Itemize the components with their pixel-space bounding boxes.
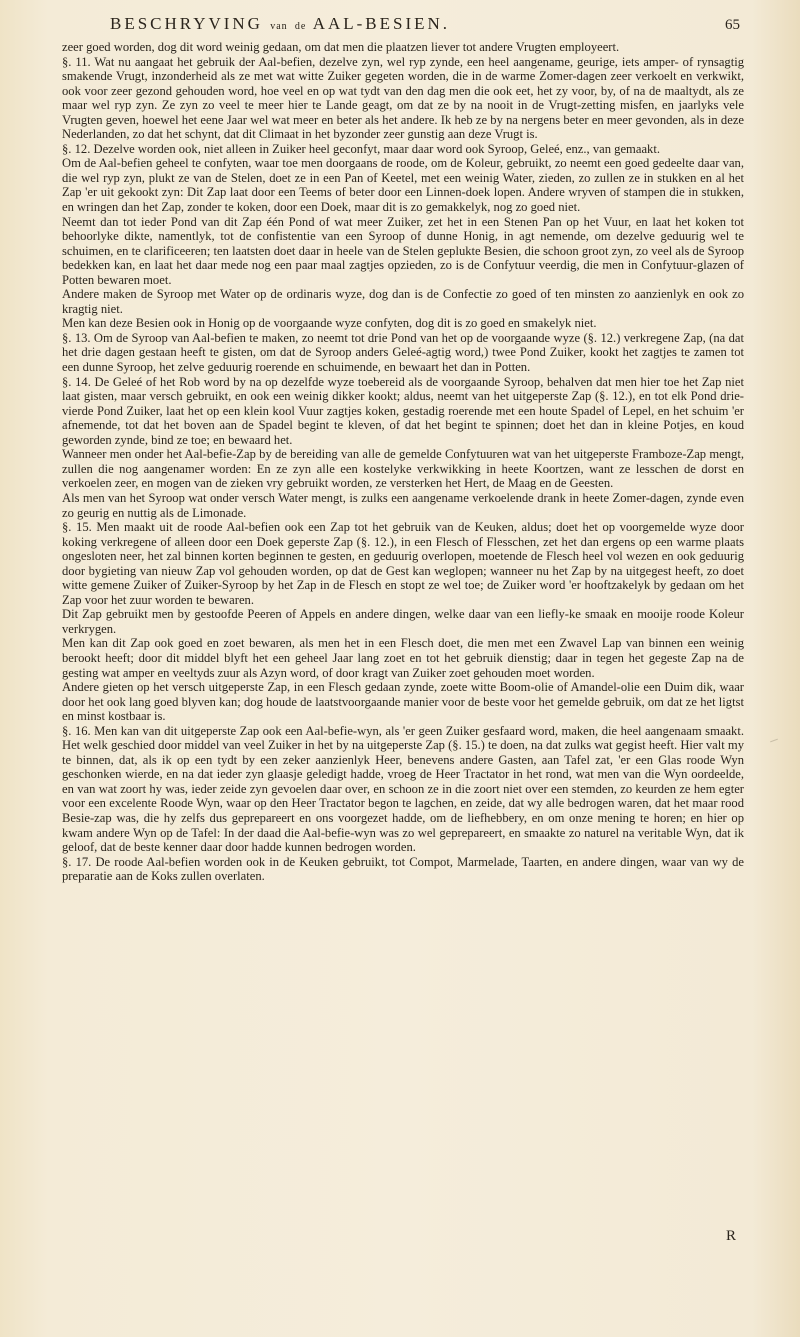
paragraph: §. 11. Wat nu aangaat het gebruik der Aal-befien, dezelve zyn, wel ryp zynde, een heel aangename, geurige, iets amper- of rynsagtig smakende Vrugt, inzonderheid als ze met wat witte Zuiker gegeten worden, die in de warme Zomer-dagen zeer verkoelt en verkwikt, ook voor zeer gezond gehouden word, hoe veel en op wat tydt van den dag men die ook eet, het zy voor, by, of na de maaltydt, als ze maar wel ryp zyn. Ze zyn zo veel te meer hier te Lande geagt, om dat ze by na nooit in de Vrugt-zetting misfen, en jaarlyks vele Vrugten geven, hoewel het eene Jaar wel wat meer en beter als het andere. Ik heb ze by na nergens beter en meer gevonden, als in deze Nederlanden, zo dat het schynt, dat dit Climaat in het byzonder zeer gunstig aan deze Vrugt is. bbox=[62, 54, 744, 142]
header-left: BESCHRYVING bbox=[110, 14, 263, 33]
paragraph: §. 15. Men maakt uit de roode Aal-befien ook een Zap tot het gebruik van de Keuken, aldus; doet het op voorgemelde wyze door koking verkregene of alleen door een Doek geperste Zap (§. 12.), in een Flesch of Flesschen, zet het dan ergens op een warme plaats ongesloten neer, het zal binnen korten beginnen te gesten, en geduurig overlopen, moetende de Flesch heel vol wezen en ook geduurig door bygieting van nieuw Zap vol gehouden worden, op dat de Gest kan weglopen; wanneer nu het Zap by na uitgegest heeft, zo doet witte gemene Zuiker of Zuiker-Syroop by het Zap in de Flesch en stopt ze wel toe; de Zuiker word 'er hooftzakelyk by gedaan om het Zap voor het zuur worden te bewaren. bbox=[62, 520, 744, 607]
header-van: van bbox=[270, 21, 288, 32]
running-header bbox=[110, 14, 744, 34]
catchword: R bbox=[725, 1228, 736, 1244]
paragraph: Als men van het Syroop wat onder versch Water mengt, is zulks een aangename verkoelende drank in heete Zomer-dagen, zynde even zo geurig en nuttig als de Limonade. bbox=[62, 490, 744, 520]
paragraph: Dit Zap gebruikt men by gestoofde Peeren of Appels en andere dingen, welke daar van een liefly-ke smaak en mooije roode Koleur verkrygen. bbox=[62, 607, 744, 636]
paragraph: Neemt dan tot ieder Pond van dit Zap één Pond of wat meer Zuiker, zet het in een Stenen Pan op het Vuur, en laat het koken tot behoorlyke dikte, namentlyk, tot de confistentie van een Syroop of dunne Honig, in agt nemende, om dezelve geduurig wel te schuimen, en te clarificeeren; ten laatsten doet daar in heele van de Stelen geplukte Besien, die schoon groot zyn, zo veel als de Syroop bedekken kan, en laat het daar mede nog een paar maal zagtjes opzieden, zo is de Confytuur veerdig, die men in Confytuur-glazen of Potten bewaren moet. bbox=[62, 214, 744, 287]
paragraph: zeer goed worden, dog dit word weinig gedaan, om dat men die plaatzen liever tot andere Vrugten employeert. bbox=[62, 40, 620, 54]
body-text bbox=[62, 40, 744, 884]
paragraph: §. 12. Dezelve worden ook, niet alleen in Zuiker heel geconfyt, maar daar word ook Syroop, Geleé, enz., van gemaakt. bbox=[62, 141, 660, 156]
page-number: 65 bbox=[725, 17, 740, 33]
paragraph: §. 16. Men kan van dit uitgeperste Zap ook een Aal-befie-wyn, als 'er geen Zuiker gesfaard word, maken, die heel aangenaam smaakt. Het welk geschied door middel van veel Zuiker in het by na uitgeperste Zap (§. 15.) te doen, na dat zulks wat gegist heeft. Hier valt my te binnen, dat, als ik op een tydt by een zeker aanzienlyk Heer, benevens andere Gasten, aan Tafel zat, 'er een Glas roode Wyn geschonken wierde, en na dat ieder zyn glaasje geledigt hadde, vroeg de Heer Tractator in het rond, wat men van die Wyn oordeelde, en van wat zoort hy was, ieder zeide zyn gevoelen daar over, en schoon ze in die zoort niet over een stemden, zo keurden ze hem egter voor een excelente Roode Wyn, waar op den Heer Tractator begon te lagchen, en zeide, dat wy alle bedrogen waren, dat het maar rood Besie-zap was, die hy zelfs dus geprepareert en ons voorgezet hadde, om de liefhebbery, en om onze mening te horen; en hier op kwam andere Wyn op de Tafel: In der daad die Aal-befie-wyn was zo wel geprepareert, en smaakte zo naturel na veritable Wyn, dat ik geloof, dat de beste kenner daar door hadde kunnen bedrogen worden. bbox=[62, 723, 744, 855]
paragraph: §. 14. De Geleé of het Rob word by na op dezelfde wyze toebereid als de voorgaande Syroop, behalven dat men hier toe het Zap niet laat gisten, maar versch gebruikt, en ook een weinig dikker kookt; aldus, neemt van het uitgeperste Zap (§. 12.), en tot elk Pond drie-vierde Pond Zuiker, laat het op een klein kool Vuur zagtjes koken, gestadig roerende met een houte Spadel of Lepel, en het schuim 'er afnemende, tot dat het boven aan de Spadel begint te kleven, of dat het begint te spinnen; doet het dan in kleine Potjes, en koud geworden zynde, bind ze toe; en bewaard het. bbox=[62, 374, 744, 447]
header-title bbox=[110, 14, 450, 34]
paragraph: Wanneer men onder het Aal-befie-Zap by de bereiding van alle de gemelde Confytuuren wat van het uitgeperste Framboze-Zap mengt, zullen die nog aangenamer worden: En ze zyn alle een kostelyke verkwikking in heete Koortzen, want ze lesschen de dorst en verkoelen zeer, en mogen van de zieken vry gebruikt worden, ze versterken het Hert, de Maag en de Geesten. bbox=[62, 447, 744, 491]
paragraph: Andere gieten op het versch uitgeperste Zap, in een Flesch gedaan zynde, zoete witte Boom-olie of Amandel-olie een Duim dik, waar door het ook lang goed blyven kan; dog houde de laatstvoorgaande manier voor de beste voor het gemelde gebruik, om dat ze het ligtst en minst kostbaar is. bbox=[62, 680, 744, 724]
paragraph: Om de Aal-befien geheel te confyten, waar toe men doorgaans de roode, om de Koleur, gebruikt, zo neemt een goed gedeelte daar van, die wel ryp zyn, plukt ze van de Stelen, doet ze in een Pan of Keetel, met een weinig Water, zieden, zo zullen ze in stukken en al het Zap 'er uit gekookt zyn: Dit Zap laat door een Teems of beter door een Linnen-doek lopen. Andere wryven of stampen die in stukken, en wringen dan het Zap, zonder te koken, door een Doek, maar dit is zo gemakkelyk, nog zo goed niet. bbox=[62, 156, 744, 215]
header-right: AAL-BESIEN. bbox=[312, 14, 451, 33]
paragraph: §. 13. Om de Syroop van Aal-befien te maken, zo neemt tot drie Pond van het op de voorgaande wyze (§. 12.) verkregene Zap, (na dat het drie dagen gestaan heeft te gisten, om dat de Syroop anders Geleé-agtig word,) twee Pond Zuiker, kookt het zagtjes te zamen tot een dunne Syroop, het zelve geduurig roerende en schuimende, en bewaart het dan in Potten. bbox=[62, 330, 744, 375]
paragraph: Men kan dit Zap ook goed en zoet bewaren, als men het in een Flesch doet, die men met een Zwavel Lap van binnen een weinig berookt heeft; door dit middel blyft het een geheel Jaar lang zoet en tot het gebruik dienstig; daar in tegen het gegeste Zap na de gesting wat amper en veeltyds zuur als Azyn word, of door kragt van Zuiker zoet gehouden moet worden. bbox=[62, 636, 744, 680]
header-de: de bbox=[294, 21, 307, 32]
margin-mark bbox=[770, 739, 778, 743]
paragraph: §. 17. De roode Aal-befien worden ook in de Keuken gebruikt, tot Compot, Marmelade, Taarten, en andere dingen, waar van wy de preparatie aan de Koks zullen overlaten. bbox=[62, 854, 744, 884]
paragraph: Andere maken de Syroop met Water op de ordinaris wyze, dog dan is de Confectie zo goed of ten minsten zo aanzienlyk en ook zo kragtig niet. bbox=[62, 287, 744, 316]
paragraph: Men kan deze Besien ook in Honig op de voorgaande wyze confyten, dog dit is zo goed en smakelyk niet. bbox=[62, 316, 597, 331]
